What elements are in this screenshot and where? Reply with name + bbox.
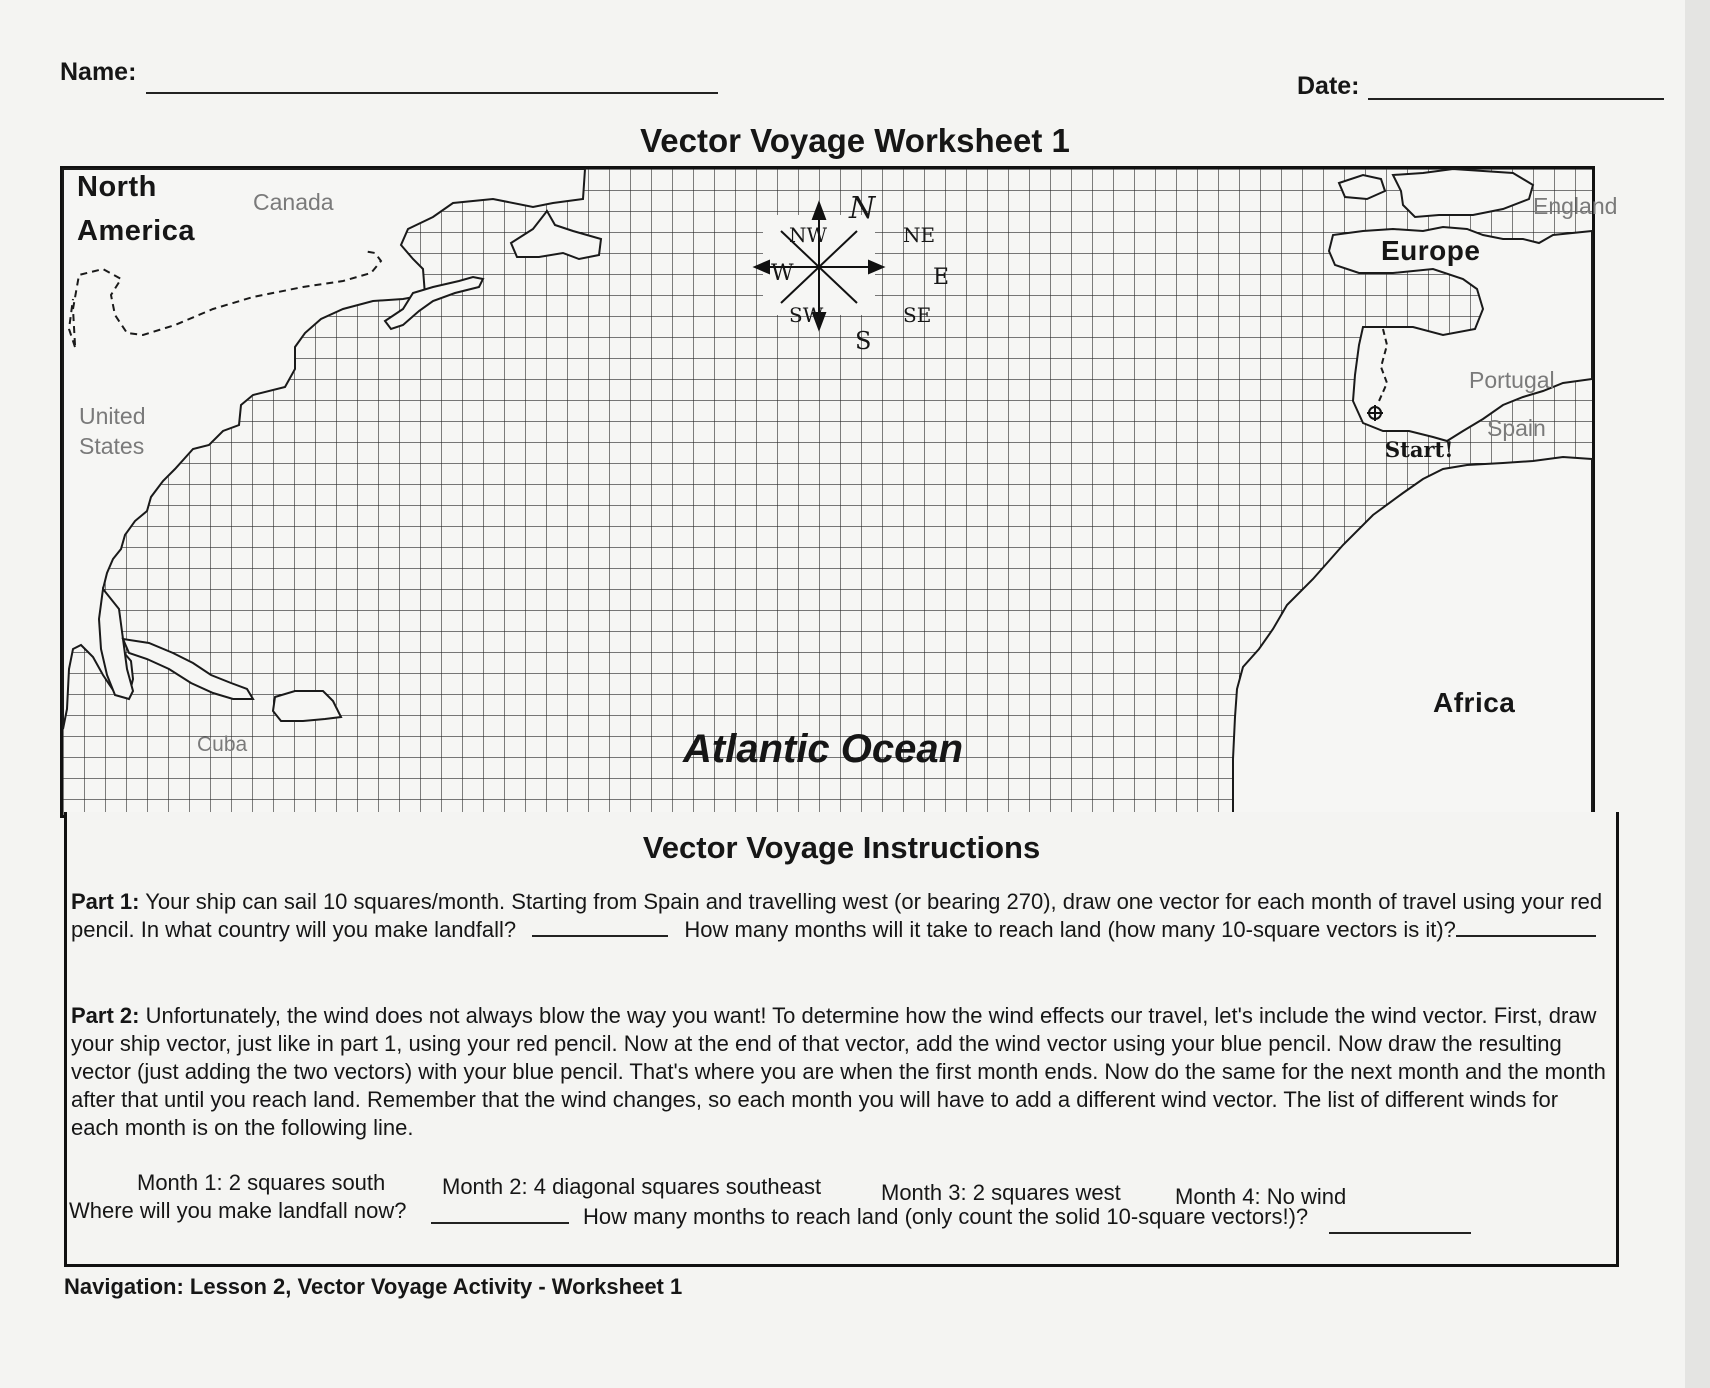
united-states-label-1: United bbox=[79, 403, 146, 429]
portugal-label: Portugal bbox=[1469, 367, 1555, 393]
north-america-label-1: North bbox=[77, 171, 157, 203]
cuba-label: Cuba bbox=[197, 733, 248, 756]
part1-months-answer[interactable] bbox=[1456, 917, 1596, 937]
months-question: How many months to reach land (only count the solid 10-square vectors!)? bbox=[583, 1204, 1309, 1229]
compass-ne-label: NE bbox=[903, 223, 936, 247]
spain-label: Spain bbox=[1487, 415, 1546, 441]
landfall-answer[interactable] bbox=[431, 1222, 569, 1224]
instructions-box bbox=[64, 812, 1619, 1267]
date-label: Date: bbox=[1297, 72, 1360, 100]
wind-month-4: Month 4: No wind bbox=[1175, 1184, 1347, 1209]
map-drawing bbox=[63, 169, 1592, 815]
wind-month-3: Month 3: 2 squares west bbox=[881, 1180, 1121, 1205]
atlantic-ocean-label: Atlantic Ocean bbox=[683, 727, 964, 771]
atlantic-grid-map bbox=[60, 166, 1618, 818]
date-field[interactable] bbox=[1368, 98, 1664, 100]
part2-paragraph bbox=[71, 1002, 1611, 1142]
compass-sw-label: SW bbox=[789, 303, 824, 327]
part2-label: Part 2: bbox=[71, 1003, 140, 1028]
start-label: Start! bbox=[1385, 437, 1454, 462]
compass-se-label: SE bbox=[903, 303, 932, 327]
wind-month-2: Month 2: 4 diagonal squares southeast bbox=[442, 1174, 822, 1199]
part1-text-a: Your ship can sail 10 squares/month. Starting from Spain and travelling west (or bearing 270), draw one vector for each month of travel using your red pencil. In what country will you make landfall? bbox=[71, 889, 1603, 942]
north-america-label-2: America bbox=[77, 215, 195, 247]
compass-e-label: E bbox=[933, 265, 950, 290]
united-states-label-2: States bbox=[79, 433, 145, 459]
europe-label: Europe bbox=[1381, 235, 1481, 266]
name-label: Name: bbox=[60, 58, 137, 86]
part1-text-b: How many months will it take to reach land (how many 10-square vectors is it)? bbox=[684, 917, 1456, 942]
part1-country-answer[interactable] bbox=[532, 917, 668, 937]
england-label: England bbox=[1533, 193, 1618, 219]
months-answer[interactable] bbox=[1329, 1232, 1471, 1234]
part2-text: Unfortunately, the wind does not always blow the way you want! To determine how the wind effects our travel, let's include the wind vector. First, draw your ship vector, just like in part 1, using your red pencil. Now at the end of that vector, add the wind vector using your blue pencil. Now draw the resulting vector (just adding the two vectors) with your blue pencil. That's where you are when the first month ends. Now do the same for the next month and the month after that until you reach land. Remember that the wind changes, so each month you will have to add a different wind vector. The list of different winds for each month is on the following line. bbox=[71, 1003, 1606, 1140]
name-field[interactable] bbox=[146, 92, 718, 94]
instructions-title: Vector Voyage Instructions bbox=[642, 830, 1041, 865]
worksheet-title: Vector Voyage Worksheet 1 bbox=[640, 122, 1070, 159]
compass-s-label: S bbox=[855, 327, 872, 355]
part1-paragraph bbox=[71, 888, 1611, 944]
compass-nw-label: NW bbox=[789, 223, 828, 247]
part1-label: Part 1: bbox=[71, 889, 140, 914]
landfall-question: Where will you make landfall now? bbox=[69, 1198, 407, 1223]
footer-navigation: Navigation: Lesson 2, Vector Voyage Activity - Worksheet 1 bbox=[64, 1274, 683, 1299]
canada-label: Canada bbox=[253, 189, 334, 215]
wind-month-1: Month 1: 2 squares south bbox=[137, 1170, 386, 1195]
africa-label: Africa bbox=[1433, 687, 1516, 718]
compass-w-label: W bbox=[771, 261, 794, 286]
compass-n-label: N bbox=[849, 191, 876, 226]
